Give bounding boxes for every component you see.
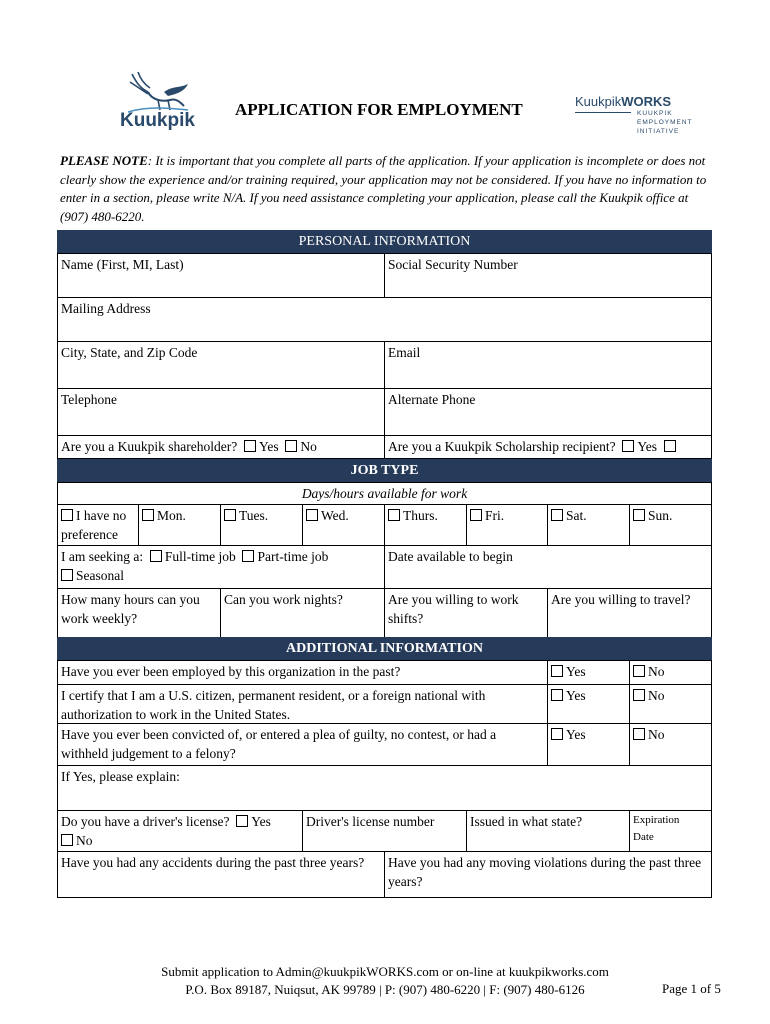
kuukpik-logo bbox=[118, 70, 196, 142]
felony-yes-checkbox[interactable] bbox=[551, 728, 563, 740]
please-note: PLEASE NOTE: It is important that you complete all parts of the application. If your application is incomplete or does not clearly show the experience and/or training required, your application may not be considered. If you have no information to enter in a section, please write N/A. If you need assistance completing your application, please call the Kuukpik office at (907) 480-6220. bbox=[60, 153, 707, 224]
fri-checkbox[interactable] bbox=[470, 509, 482, 521]
mailing-address-field[interactable]: Mailing Address bbox=[57, 297, 712, 342]
caribou-icon bbox=[118, 70, 196, 114]
citizenship-question: I certify that I am a U.S. citizen, permanent resident, or a foreign national with authorization to work in the United States. bbox=[57, 684, 548, 724]
felony-question: Have you ever been convicted of, or entered a plea of guilty, no contest, or had a withheld judgement to a felony? bbox=[57, 723, 548, 766]
scholarship-no-checkbox[interactable] bbox=[664, 440, 676, 452]
days-available-label: Days/hours available for work bbox=[57, 482, 712, 505]
full-time-checkbox[interactable] bbox=[150, 550, 162, 562]
day-sat[interactable]: Sat. bbox=[547, 504, 630, 546]
explain-field[interactable]: If Yes, please explain: bbox=[57, 765, 712, 811]
license-no-checkbox[interactable] bbox=[61, 834, 73, 846]
employed-yes-checkbox[interactable] bbox=[551, 665, 563, 677]
ssn-field[interactable]: Social Security Number bbox=[384, 253, 712, 298]
name-field[interactable]: Name (First, MI, Last) bbox=[57, 253, 385, 298]
day-fri[interactable]: Fri. bbox=[466, 504, 548, 546]
work-shifts-field[interactable]: Are you willing to work shifts? bbox=[384, 588, 548, 638]
personal-information-header: PERSONAL INFORMATION bbox=[57, 230, 712, 253]
kuukpik-logo-text: Kuukpik bbox=[120, 110, 195, 131]
day-tues[interactable]: Tues. bbox=[220, 504, 303, 546]
drivers-license-question: Do you have a driver's license? Yes No bbox=[57, 810, 303, 852]
tues-checkbox[interactable] bbox=[224, 509, 236, 521]
telephone-field[interactable]: Telephone bbox=[57, 388, 385, 436]
footer-address-line: P.O. Box 89187, Nuiqsut, AK 99789 | P: (907) 480-6220 | F: (907) 480-6126 bbox=[185, 982, 585, 997]
hours-weekly-field[interactable]: How many hours can you work weekly? bbox=[57, 588, 221, 638]
page-number: Page 1 of 5 bbox=[662, 981, 721, 996]
no-preference-checkbox[interactable] bbox=[61, 509, 73, 521]
logo-brand: KuukpikWORKS bbox=[575, 94, 672, 109]
seeking-job-type: I am seeking a: Full-time job Part-time job Seasonal bbox=[57, 545, 385, 589]
thurs-checkbox[interactable] bbox=[388, 509, 400, 521]
license-number-field[interactable]: Driver's license number bbox=[302, 810, 467, 852]
alternate-phone-field[interactable]: Alternate Phone bbox=[384, 388, 712, 436]
felony-no-checkbox[interactable] bbox=[633, 728, 645, 740]
city-state-zip-field[interactable]: City, State, and Zip Code bbox=[57, 341, 385, 389]
page-title: APPLICATION FOR EMPLOYMENT bbox=[235, 100, 523, 119]
day-thurs[interactable]: Thurs. bbox=[384, 504, 467, 546]
shareholder-yes-checkbox[interactable] bbox=[244, 440, 256, 452]
citizenship-no-checkbox[interactable] bbox=[633, 689, 645, 701]
expiration-date-field[interactable]: Expiration Date bbox=[629, 810, 712, 852]
application-form bbox=[57, 230, 712, 898]
felony-no[interactable]: No bbox=[629, 723, 712, 766]
sat-checkbox[interactable] bbox=[551, 509, 563, 521]
work-nights-field[interactable]: Can you work nights? bbox=[220, 588, 385, 638]
job-type-header: JOB TYPE bbox=[57, 459, 712, 482]
day-wed[interactable]: Wed. bbox=[302, 504, 385, 546]
footer bbox=[0, 963, 770, 999]
citizenship-no[interactable]: No bbox=[629, 684, 712, 724]
logo-tagline: KUUKPIK EMPLOYMENT INITIATIVE bbox=[637, 110, 693, 135]
moving-violations-field[interactable]: Have you had any moving violations during the past three years? bbox=[384, 851, 712, 898]
seasonal-checkbox[interactable] bbox=[61, 569, 73, 581]
day-sun[interactable]: Sun. bbox=[629, 504, 712, 546]
employed-no-checkbox[interactable] bbox=[633, 665, 645, 677]
mon-checkbox[interactable] bbox=[142, 509, 154, 521]
travel-field[interactable]: Are you willing to travel? bbox=[547, 588, 712, 638]
logo-rule bbox=[575, 112, 631, 113]
felony-yes[interactable]: Yes bbox=[547, 723, 630, 766]
accidents-field[interactable]: Have you had any accidents during the past three years? bbox=[57, 851, 385, 898]
shareholder-question: Are you a Kuukpik shareholder? Yes No bbox=[57, 435, 385, 459]
employed-before-no[interactable]: No bbox=[629, 660, 712, 685]
wed-checkbox[interactable] bbox=[306, 509, 318, 521]
day-no-preference[interactable]: I have no preference bbox=[57, 504, 139, 546]
scholarship-question: Are you a Kuukpik Scholarship recipient? Yes bbox=[384, 435, 712, 459]
footer-submit-line: Submit application to Admin@kuukpikWORKS.com or on-line at kuukpikworks.com bbox=[161, 964, 609, 979]
citizenship-yes[interactable]: Yes bbox=[547, 684, 630, 724]
email-field[interactable]: Email bbox=[384, 341, 712, 389]
date-available-field[interactable]: Date available to begin bbox=[384, 545, 712, 589]
additional-information-header: ADDITIONAL INFORMATION bbox=[57, 637, 712, 660]
issued-state-field[interactable]: Issued in what state? bbox=[466, 810, 630, 852]
kuukpikworks-logo bbox=[575, 94, 705, 140]
part-time-checkbox[interactable] bbox=[242, 550, 254, 562]
sun-checkbox[interactable] bbox=[633, 509, 645, 521]
shareholder-no-checkbox[interactable] bbox=[285, 440, 297, 452]
employed-before-yes[interactable]: Yes bbox=[547, 660, 630, 685]
license-yes-checkbox[interactable] bbox=[236, 815, 248, 827]
scholarship-yes-checkbox[interactable] bbox=[622, 440, 634, 452]
citizenship-yes-checkbox[interactable] bbox=[551, 689, 563, 701]
day-mon[interactable]: Mon. bbox=[138, 504, 221, 546]
employed-before-question: Have you ever been employed by this organization in the past? bbox=[57, 660, 548, 685]
